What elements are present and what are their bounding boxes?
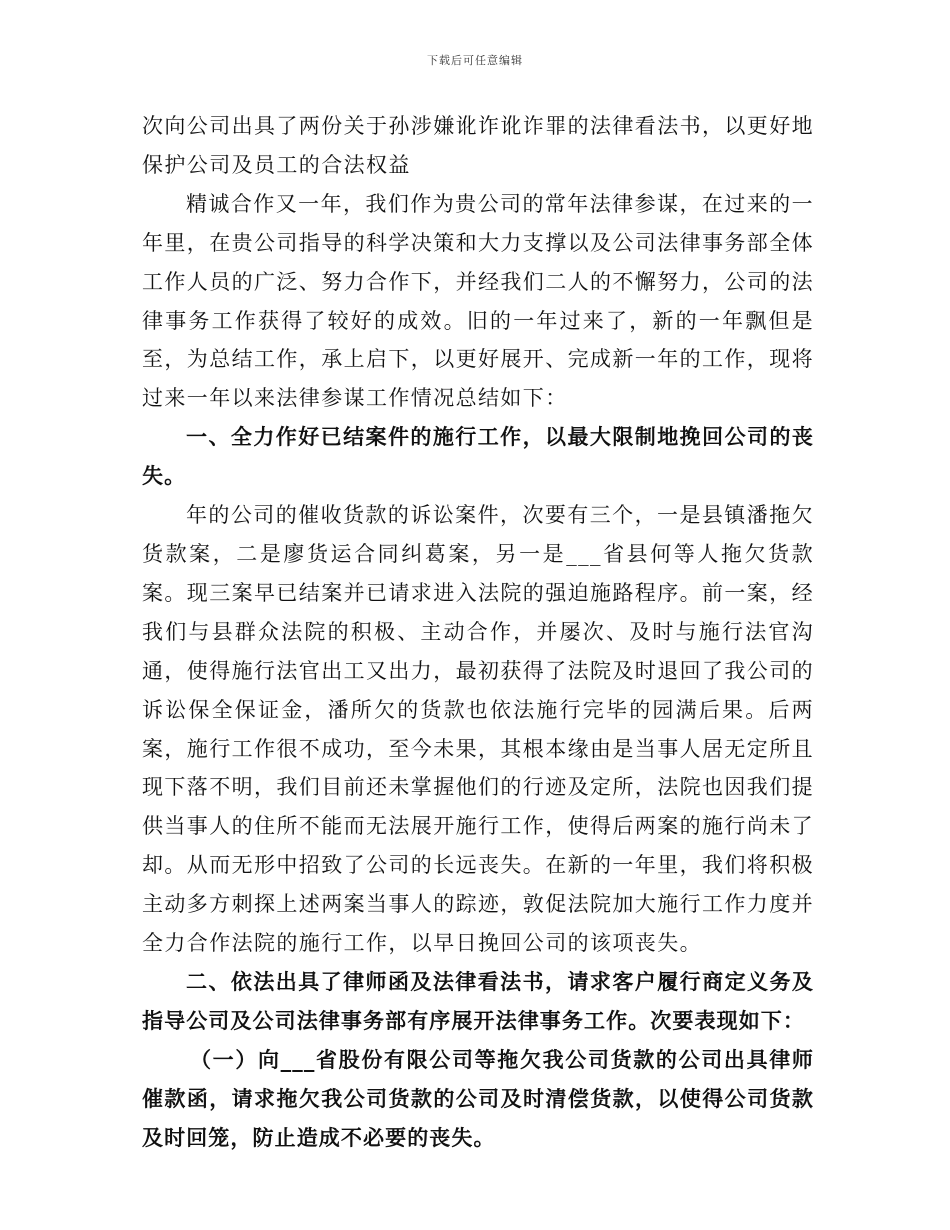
paragraph-intro: 精诚合作又一年，我们作为贵公司的常年法律参谋，在过来的一年里，在贵公司指导的科学决策和大力支撑以及公司法律事务部全体工作人员的广泛、努力合作下，并经我们二人的不懈努力，公司的法律事务工作获得了较好的成效。旧的一年过来了，新的一年飘但是至，为总结工作，承上启下，以更好展开、完成新一年的工作，现将过来一年以来法律参谋工作情况总结如下：	[142, 191, 814, 411]
section-heading-2: 二、依法出具了律师函及法律看法书，请求客户履行商定义务及指导公司及公司法律事务部有序展开法律事务工作。次要表现如下：	[142, 968, 814, 1033]
document-body	[142, 107, 814, 1157]
paragraph-continuation: 次向公司出具了两份关于孙涉嫌讹诈讹诈罪的法律看法书，以更好地保护公司及员工的合法权益	[142, 114, 814, 177]
page-header: 下载后可任意编辑	[427, 54, 523, 67]
section-heading-1: 一、全力作好已结案件的施行工作，以最大限制地挽回公司的丧失。	[142, 424, 814, 489]
subsection-heading-1: （一）向___省股份有限公司等拖欠我公司货款的公司出具律师催款函，请求拖欠我公司货款的公司及时清偿货款，以使得公司货款及时回笼，防止造成不必要的丧失。	[142, 1046, 814, 1150]
paragraph-section-1: 年的公司的催收货款的诉讼案件，次要有三个，一是县镇潘拖欠货款案，二是廖货运合同纠葛案，另一是___省县何等人拖欠货款案。现三案早已结案并已请求进入法院的强迫施路程序。前一案，经我们与县群众法院的积极、主动合作，并屡次、及时与施行法官沟通，使得施行法官出工又出力，最初获得了法院及时退回了我公司的诉讼保全保证金，潘所欠的货款也依法施行完毕的园满后果。后两案，施行工作很不成功，至今未果，其根本缘由是当事人居无定所且现下落不明，我们目前还未掌握他们的行迹及定所，法院也因我们提供当事人的住所不能而无法展开施行工作，使得后两案的施行尚未了却。从而无形中招致了公司的长远丧失。在新的一年里，我们将积极主动多方刺探上述两案当事人的踪迹，敦促法院加大施行工作力度并全力合作法院的施行工作，以早日挽回公司的该项丧失。	[142, 503, 814, 956]
